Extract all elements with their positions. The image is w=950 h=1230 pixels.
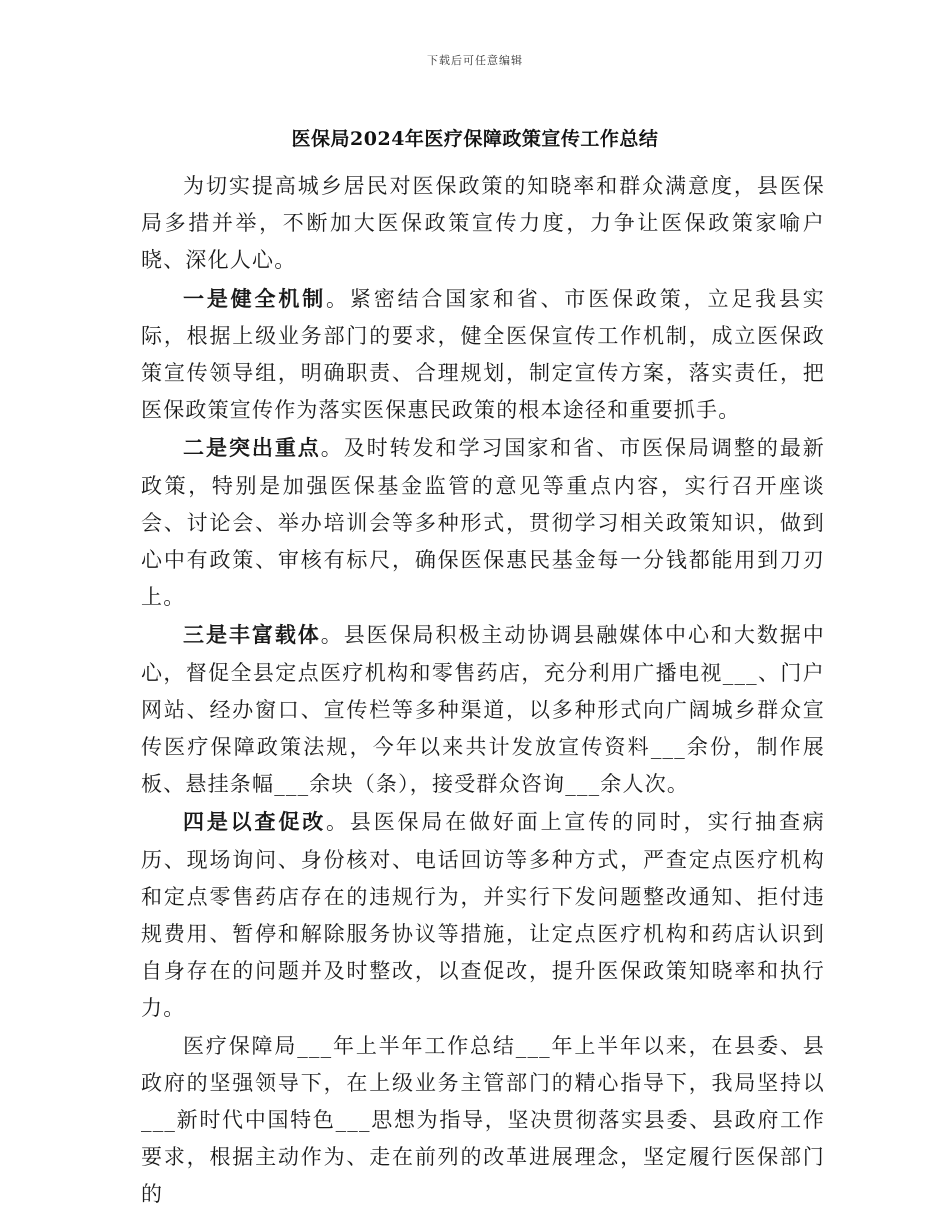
paragraph-lead: 四是以查促改 [183,809,327,835]
paragraph-lead: 一是健全机制 [183,285,327,311]
document-title: 医保局2024年医疗保障政策宣传工作总结 [291,128,659,150]
paragraph-summary [141,1028,825,1214]
header-note: 下载后可任意编辑 [427,54,523,67]
paragraph-intro [141,168,825,280]
paragraph-lead: 三是丰富载体 [183,622,321,648]
paragraph-lead: 二是突出重点 [183,435,321,461]
paragraph-text: 医疗保障局___年上半年工作总结___年上半年以来，在县委、县政府的坚强领导下，在上级业务主管部门的精心指导下，我局坚持以___新时代中国特色___思想为指导，坚决贯彻落实县委、县政府工作要求，根据主动作为、走在前列的改革进展理念，坚定履行医保部门的 [141,1033,825,1207]
paragraph-text: 。县医保局在做好面上宣传的同时，实行抽查病历、现场询问、身份核对、电话回访等多种方式，严查定点医疗机构和定点零售药店存在的违规行为，并实行下发问题整改通知、拒付违规费用、暂停和解除服务协议等措施，让定点医疗机构和药店认识到自身存在的问题并及时整改，以查促改，提升医保政策知晓率和执行力。 [141,810,825,1021]
paragraph-text: 。紧密结合国家和省、市医保政策，立足我县实际，根据上级业务部门的要求，健全医保宣传工作机制，成立医保政策宣传领导组，明确职责、合理规划，制定宣传方案，落实责任，把医保政策宣传作为落实医保惠民政策的根本途径和重要抓手。 [141,286,825,423]
paragraph-text: 。及时转发和学习国家和省、市医保局调整的最新政策，特别是加强医保基金监管的意见等重点内容，实行召开座谈会、讨论会、举办培训会等多种形式，贯彻学习相关政策知识，做到心中有政策、审核有标尺，确保医保惠民基金每一分钱都能用到刀刃上。 [141,436,825,610]
paragraph-inspection [141,803,825,1027]
paragraph-channels [141,616,825,803]
paragraph-focus [141,429,825,616]
paragraph-mechanism [141,280,825,430]
document-body [141,168,825,1214]
paragraph-text: 。县医保局积极主动协调县融媒体中心和大数据中心，督促全县定点医疗机构和零售药店，充分利用广播电视___、门户网站、经办窗口、宣传栏等多种渠道，以多种形式向广阔城乡群众宣传医疗保障政策法规，今年以来共计发放宣传资料___余份，制作展板、悬挂条幅___余块（条），接受群众咨询___余人次。 [141,623,825,797]
paragraph-text: 为切实提高城乡居民对医保政策的知晓率和群众满意度，县医保局多措并举，不断加大医保政策宣传力度，力争让医保政策家喻户晓、深化人心。 [141,174,825,273]
